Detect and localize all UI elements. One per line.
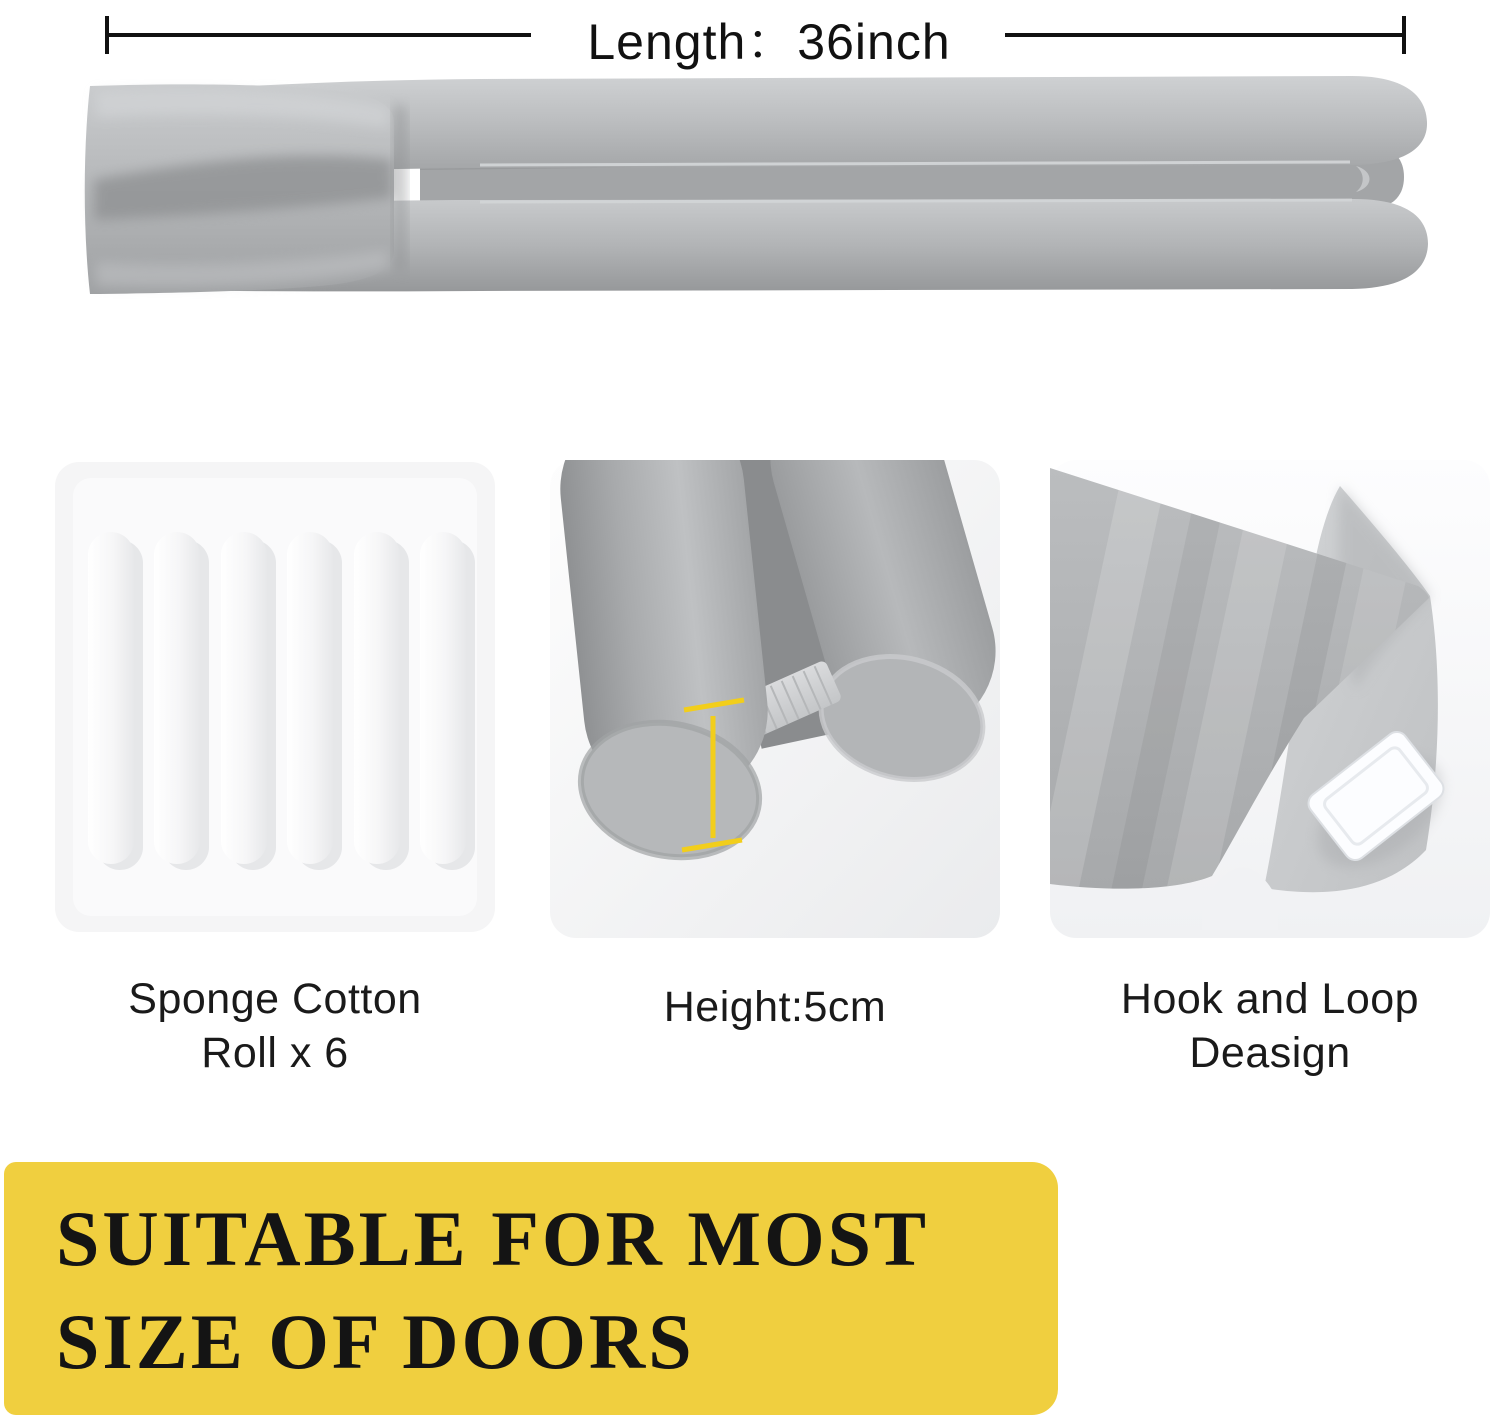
feature-photo-velcro xyxy=(1050,460,1490,943)
sponge-roll xyxy=(88,532,143,870)
feature-caption-sponge xyxy=(55,972,495,1080)
sponge-roll xyxy=(154,532,209,870)
sponge-rolls-image xyxy=(55,462,495,932)
sponge-roll xyxy=(287,532,342,870)
feature-caption-height xyxy=(550,980,1000,1034)
suitability-banner xyxy=(4,1162,1058,1415)
feature-caption-velcro xyxy=(1050,972,1490,1080)
banner-text-line2: SIZE OF DOORS xyxy=(56,1297,695,1385)
sleeve-step-shadow xyxy=(394,104,406,272)
feature-photo-sponge-rolls xyxy=(55,462,495,937)
sponge-roll xyxy=(420,532,475,870)
sponge-roll xyxy=(221,532,276,870)
stopper-end-image xyxy=(550,460,1000,938)
velcro-fabric-image xyxy=(1050,460,1490,938)
caption-line: Height:5cm xyxy=(663,983,887,1031)
length-dimension-label: Length：36inch xyxy=(587,14,951,70)
draft-stopper-product-image xyxy=(0,0,1500,340)
caption-line: Hook and Loop xyxy=(1120,975,1420,1023)
caption-line: Deasign xyxy=(1189,1029,1351,1078)
sponge-roll xyxy=(354,532,409,870)
banner-text-line1: SUITABLE FOR MOST xyxy=(56,1195,930,1282)
caption-line: Sponge Cotton xyxy=(128,975,422,1023)
tube-highlight xyxy=(480,200,1352,202)
feature-photo-height xyxy=(550,460,1000,943)
caption-line: Roll x 6 xyxy=(201,1029,349,1078)
